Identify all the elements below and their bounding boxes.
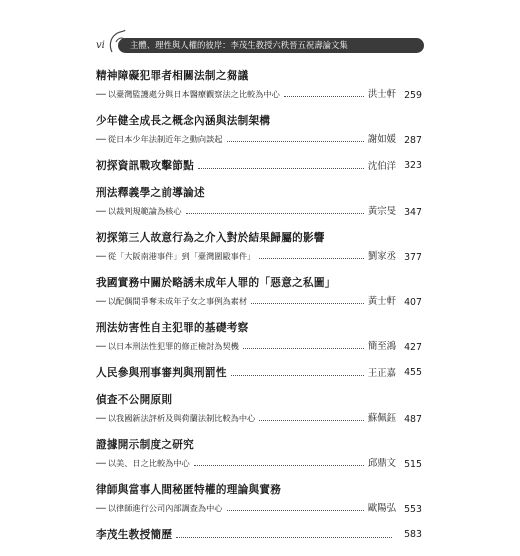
toc-entry — [96, 439, 422, 484]
entry-subtitle-line — [96, 134, 396, 145]
entry-page: 323 — [404, 160, 422, 171]
entry-subtitle: 從「大阪南港事件」到「臺灣圍毆事件」 — [107, 251, 256, 261]
entry-page: 287 — [404, 135, 422, 146]
entry-subtitle: 以臺灣監護處分與日本醫療觀察法之比較為中心 — [107, 89, 280, 99]
leader-dots — [198, 168, 364, 169]
em-dash: ── — [96, 134, 106, 144]
entry-title: 律師與當事人間秘匿特權的理論與實務 — [96, 484, 282, 496]
entry-author: 謝如媛 — [367, 134, 396, 145]
entry-author: 歐陽弘 — [367, 503, 396, 514]
entry-page: 347 — [404, 207, 422, 218]
toc-entry — [96, 322, 422, 367]
entry-author: 黃宗旻 — [367, 206, 396, 217]
book-title-bar: 主體、理性與人權的彼岸：李茂生教授六秩晉五祝壽論文集 — [118, 38, 424, 53]
em-dash: ── — [96, 503, 106, 513]
entry-author: 蘇佩鈺 — [367, 413, 396, 424]
entry-subtitle-line — [96, 251, 396, 262]
entry-subtitle-line — [96, 341, 396, 352]
entry-author: 簡至鴻 — [367, 341, 396, 352]
entry-subtitle-line — [96, 89, 396, 100]
toc-entry — [96, 394, 422, 439]
toc-entry — [96, 529, 422, 556]
entry-line — [96, 530, 396, 541]
toc-entry — [96, 160, 422, 187]
entry-page: 377 — [404, 252, 422, 263]
entry-title: 刑法釋義學之前導論述 — [96, 187, 205, 199]
entry-title: 李茂生教授簡歷 — [96, 529, 173, 541]
em-dash: ── — [96, 206, 106, 216]
entry-page: 553 — [404, 504, 422, 515]
leader-dots — [231, 375, 364, 376]
entry-author: 王正嘉 — [367, 368, 396, 379]
leader-dots — [251, 303, 364, 304]
toc-entry — [96, 367, 422, 394]
entry-page: 259 — [404, 90, 422, 101]
entry-line — [96, 161, 396, 172]
em-dash: ── — [96, 413, 106, 423]
leader-dots — [194, 465, 364, 466]
entry-author: 劉家丞 — [367, 251, 396, 262]
toc-entry — [96, 277, 422, 322]
toc-entry — [96, 232, 422, 277]
entry-subtitle-line — [96, 503, 396, 514]
entry-author: 邱鼎文 — [367, 458, 396, 469]
entry-subtitle: 從日本少年法制近年之動向談起 — [107, 134, 223, 144]
toc-entry — [96, 115, 422, 160]
leader-dots — [227, 510, 364, 511]
em-dash: ── — [96, 251, 106, 261]
entry-title: 初探資訊戰攻擊節點 — [96, 160, 195, 172]
entry-title: 我國實務中關於略誘未成年人罪的「惡意之私圖」 — [96, 277, 336, 289]
entry-author: 洪士軒 — [367, 89, 396, 100]
toc-entry — [96, 484, 422, 529]
entry-title: 少年健全成長之概念內涵與法制架構 — [96, 115, 271, 127]
toc-entry — [96, 70, 422, 115]
em-dash: ── — [96, 296, 106, 306]
entry-subtitle-line — [96, 458, 396, 469]
entry-subtitle: 以日本刑法性犯罪的修正檢討為契機 — [107, 341, 239, 351]
em-dash: ── — [96, 89, 106, 99]
entry-page: 515 — [404, 459, 422, 470]
leader-dots — [243, 348, 364, 349]
table-of-contents — [96, 70, 422, 556]
entry-title: 證據開示制度之研究 — [96, 439, 195, 451]
entry-subtitle: 以美、日之比較為中心 — [107, 458, 190, 468]
entry-author: 黃士軒 — [367, 296, 396, 307]
entry-title: 精神障礙犯罪者相關法制之芻議 — [96, 70, 249, 82]
entry-author: 沈伯洋 — [367, 161, 396, 172]
leader-dots — [259, 420, 364, 421]
entry-title: 人民參與刑事審判與刑罰性 — [96, 367, 227, 379]
leader-dots — [284, 96, 364, 97]
entry-title: 初探第三人故意行為之介入對於結果歸屬的影響 — [96, 232, 325, 244]
toc-entry — [96, 187, 422, 232]
entry-title: 刑法妨害性自主犯罪的基礎考察 — [96, 322, 249, 334]
leader-dots — [227, 141, 364, 142]
entry-page: 487 — [404, 414, 422, 425]
entry-subtitle-line — [96, 296, 396, 307]
em-dash: ── — [96, 341, 106, 351]
entry-page: 407 — [404, 297, 422, 308]
entry-title: 偵查不公開原則 — [96, 394, 173, 406]
entry-subtitle-line — [96, 413, 396, 424]
running-header — [96, 38, 426, 54]
page-number: vi — [96, 40, 105, 51]
em-dash: ── — [96, 458, 106, 468]
entry-line — [96, 368, 396, 379]
entry-subtitle-line — [96, 206, 396, 217]
entry-subtitle: 以我國新法評析及與荷蘭法制比較為中心 — [107, 413, 256, 423]
leader-dots — [186, 213, 364, 214]
entry-page: 427 — [404, 342, 422, 353]
leader-dots — [259, 258, 364, 259]
entry-subtitle: 以律師進行公司內部調查為中心 — [107, 503, 223, 513]
entry-subtitle: 以配偶間爭奪未成年子女之事例為素材 — [107, 296, 248, 306]
entry-page: 455 — [404, 367, 422, 378]
entry-subtitle: 以裁判規範論為核心 — [107, 206, 182, 216]
leader-dots — [176, 537, 392, 538]
entry-page: 583 — [404, 529, 422, 540]
